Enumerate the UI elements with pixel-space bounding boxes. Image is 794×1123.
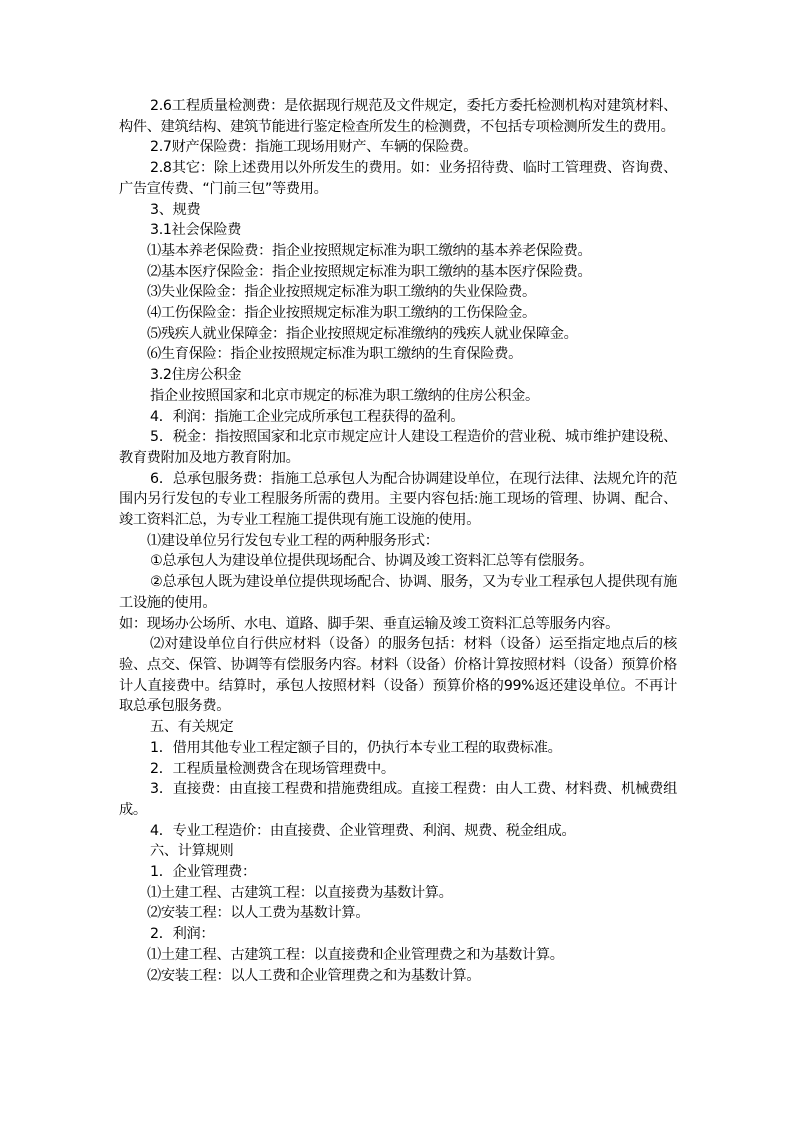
list-item-two-service-forms: ⑴建设单位另行发包专业工程的两种服务形式： bbox=[147, 532, 439, 549]
section-heading-5-regulations: 五、有关规定 bbox=[150, 719, 234, 736]
paragraph-service-examples: 如：现场办公场所、水电、道路、脚手架、垂直运输及竣工资料汇总等服务内容。 bbox=[119, 615, 619, 632]
list-item-medical-insurance: ⑵基本医疗保险金：指企业按照规定标准为职工缴纳的基本医疗保险费。 bbox=[147, 263, 592, 280]
list-item-management-fee: 1．企业管理费： bbox=[150, 864, 256, 881]
paragraph-6-general-contracting-fee: 6．总承包服务费：指施工总承包人为配合协调建设单位，在现行法律、法规允许的范围内另行发包的专业工程服务所需的费用。主要内容包括:施工现场的管理、协调、配合、竣工资料汇总，为专业工程施工提供现有施工设施的使用。 bbox=[119, 470, 677, 529]
section-heading-6-calculation-rules: 六、计算规则 bbox=[150, 843, 234, 860]
paragraph-2-6-quality-testing-fee: 2.6工程质量检测费：是依据现行规范及文件规定，委托方委托检测机构对建筑材料、构件、建筑结构、建筑节能进行鉴定检查所发生的检测费，不包括专项检测所发生的费用。 bbox=[119, 98, 677, 135]
list-item-profit-civil: ⑴土建工程、古建筑工程：以直接费和企业管理费之和为基数计算。 bbox=[147, 946, 564, 963]
list-item-rule-2: 2．工程质量检测费含在现场管理费中。 bbox=[150, 760, 395, 777]
subheading-3-2-housing-fund: 3.2住房公积金 bbox=[150, 367, 242, 384]
list-item-disability-employment-fund: ⑸残疾人就业保障金：指企业按照规定标准缴纳的残疾人就业保障金。 bbox=[147, 325, 578, 342]
paragraph-2-8-other-fees: 2.8其它：除上述费用以外所发生的费用。如：业务招待费、临时工管理费、咨询费、广告宣传费、“门前三包”等费用。 bbox=[119, 160, 677, 197]
section-heading-regulatory-fees: 3、规费 bbox=[150, 201, 201, 218]
subheading-3-1-social-insurance: 3.1社会保险费 bbox=[150, 222, 242, 239]
paragraph-housing-fund-definition: 指企业按照国家和北京市规定的标准为职工缴纳的住房公积金。 bbox=[150, 387, 539, 404]
list-item-profit-installation: ⑵安装工程：以人工费和企业管理费之和为基数计算。 bbox=[147, 967, 481, 984]
list-item-circled-2: ②总承包人既为建设单位提供现场配合、协调、服务，又为专业工程承包人提供现有施工设施的使用。 bbox=[119, 574, 677, 611]
list-item-unemployment-insurance: ⑶失业保险金：指企业按照规定标准为职工缴纳的失业保险费。 bbox=[147, 284, 536, 301]
list-item-work-injury-insurance: ⑷工伤保险金：指企业按照规定标准为职工缴纳的工伤保险金。 bbox=[147, 305, 536, 322]
list-item-rule-4: 4．专业工程造价：由直接费、企业管理费、利润、规费、税金组成。 bbox=[150, 822, 576, 839]
list-item-pension-insurance: ⑴基本养老保险费：指企业按照规定标准为职工缴纳的基本养老保险费。 bbox=[147, 242, 592, 259]
document-body bbox=[119, 96, 677, 986]
list-item-maternity-insurance: ⑹生育保险：指企业按照规定标准为职工缴纳的生育保险费。 bbox=[147, 346, 522, 363]
list-item-circled-1: ①总承包人为建设单位提供现场配合、协调及竣工资料汇总等有偿服务。 bbox=[150, 553, 593, 570]
list-item-management-fee-civil: ⑴土建工程、古建筑工程：以直接费为基数计算。 bbox=[147, 884, 453, 901]
list-item-rule-1: 1．借用其他专业工程定额子目的，仍执行本专业工程的取费标准。 bbox=[150, 739, 562, 756]
paragraph-2-7-property-insurance: 2.7财产保险费：指施工现场用财产、车辆的保险费。 bbox=[150, 139, 478, 156]
paragraph-owner-supplied-materials: ⑵对建设单位自行供应材料（设备）的服务包括：材料（设备）运至指定地点后的核验、点交、保管、协调等有偿服务内容。材料（设备）价格计算按照材料（设备）预算价格计人直接费中。结算时，承包人按照材料（设备）预算价格的99%返还建设单位。不再计取总承包服务费。 bbox=[119, 636, 677, 715]
list-item-management-fee-installation: ⑵安装工程：以人工费为基数计算。 bbox=[147, 905, 370, 922]
list-item-profit: 2．利润： bbox=[150, 926, 215, 943]
paragraph-4-profit: 4．利润：指施工企业完成所承包工程获得的盈利。 bbox=[150, 408, 465, 425]
paragraph-5-taxes: 5．税金：指按照国家和北京市规定应计人建设工程造价的营业税、城市维护建设税、教育费附加及地方教育附加。 bbox=[119, 429, 677, 466]
list-item-rule-3: 3．直接费：由直接工程费和措施费组成。直接工程费：由人工费、材料费、机械费组成。 bbox=[119, 781, 677, 818]
